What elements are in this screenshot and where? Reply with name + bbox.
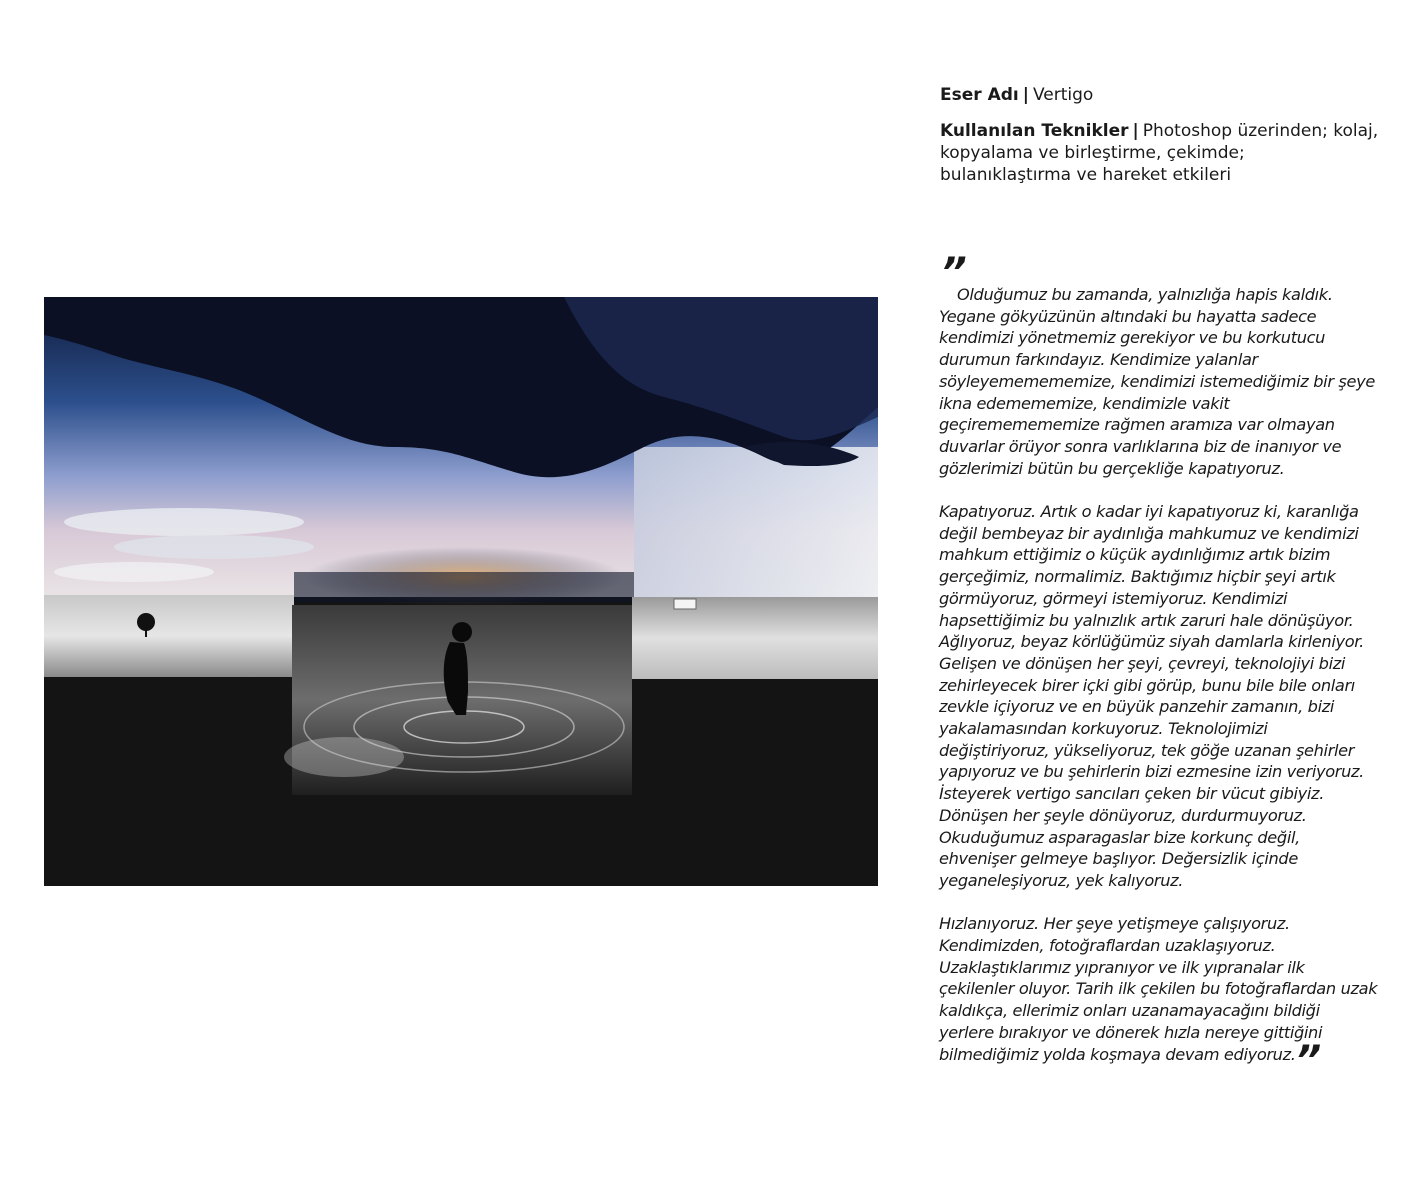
title-label: Eser Adı — [940, 85, 1019, 105]
techniques-row — [940, 120, 1380, 186]
statement-paragraph-3 — [939, 913, 1379, 1084]
open-quote-mark: ” — [941, 250, 961, 296]
techniques-label: Kullanılan Teknikler — [940, 121, 1129, 141]
techniques-value: Photoshop üzerinden; kolaj, kopyalama ve birleştirme, çekimde; bulanıklaştırma ve hareket etkileri — [940, 121, 1379, 185]
techniques-separator: | — [1132, 121, 1139, 141]
close-quote-mark: ” — [1295, 1037, 1316, 1084]
artwork-image — [44, 297, 878, 886]
artwork-info — [940, 84, 1380, 200]
statement-paragraph-2: Kapatıyoruz. Artık o kadar iyi kapatıyoruz ki, karanlığa değil bembeyaz bir aydınlığa mahkumuz ve kendimizi mahkum ettiğimiz o küçük aydınlığımız artık bizim gerçeğimiz, normalimiz. Baktığımız hiçbir şeyi artık görmüyoruz, görmeyi istemiyoruz. Kendimizi hapsettiğimiz bu yalnızlık artık zaruri hale dönüşüyor. Ağlıyoruz, beyaz körlüğümüz siyah damlarla kirleniyor. Gelişen ve dönüşen her şeyi, çevreyi, teknolojiyi bizi zehirleyecek birer içki gibi görüp, bunu bile bile onları zevkle içiyoruz ve en büyük panzehir zamanın, bizi yakalamasından korkuyoruz. Teknolojimizi değiştiriyoruz, yükseliyoruz, tek göğe uzanan şehirler yapıyoruz ve bu şehirlerin bizi ezmesine izin veriyoruz. İsteyerek vertigo sancıları çeken bir vücut gibiyiz. Dönüşen her şeyle dönüyoruz, durdurmuyoruz. Okuduğumuz asparagaslar bize korkunç değil, ehvenişer gelmeye başlıyor. Değersizlik içinde yeganeleşiyoruz, yek kalıyoruz. — [939, 502, 1364, 890]
title-row — [940, 84, 1380, 106]
artist-statement — [939, 250, 1379, 1087]
title-separator: | — [1022, 85, 1029, 105]
statement-paragraph-3-text: Hızlanıyoruz. Her şeye yetişmeye çalışıyoruz. Kendimizden, fotoğraflardan uzaklaşıyoruz. Uzaklaştıklarımız yıpranıyor ve ilk yıpranalar ilk çekilenler oluyor. Tarih ilk çekilen bu fotoğraflardan uzak kaldıkça, ellerimiz onları uzanamayacağını bildiği yerlere bırakıyor ve dönerek hızla nereye gittiğini bilmediğimiz yolda koşmaya devam ediyoruz. — [939, 914, 1378, 1064]
statement-paragraph-1: Olduğumuz bu zamanda, yalnızlığa hapis kaldık. Yegane gökyüzünün altındaki bu hayatta sadece kendimizi yönetmemiz gerekiyor ve bu korkutucu durumun farkındayız. Kendimize yalanlar söyleyememememize, kendimizi istemediğimiz bir şeye ikna edemememize, kendimizle vakit geçirememememize rağmen aramıza var olmayan duvarlar örüyor sonra varlıklarına biz de inanıyor ve gözlerimizi bütün bu gerçekliğe kapatıyoruz. — [939, 285, 1375, 478]
title-value: Vertigo — [1032, 85, 1094, 105]
